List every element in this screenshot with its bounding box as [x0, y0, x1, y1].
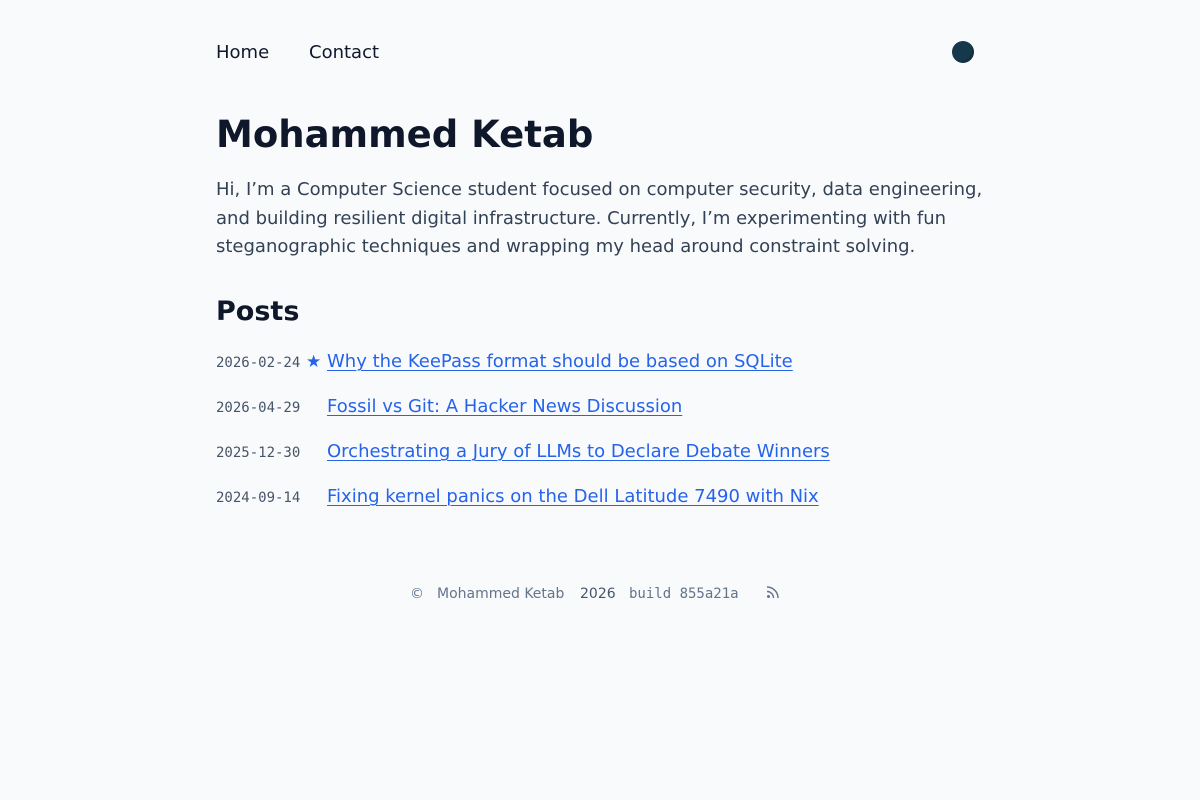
footer-author: Mohammed Ketab: [437, 586, 565, 602]
posts-heading: Posts: [216, 296, 300, 327]
theme-toggle-icon[interactable]: [952, 41, 974, 63]
posts-list: [216, 349, 976, 529]
post-item: [216, 394, 976, 439]
post-date: 2024-09-14: [216, 490, 301, 506]
post-link[interactable]: Fossil vs Git: A Hacker News Discussion: [327, 396, 683, 417]
post-date: 2026-02-24: [216, 355, 301, 371]
post-date: 2026-04-29: [216, 400, 301, 416]
post-link[interactable]: Fixing kernel panics on the Dell Latitude 7490 with Nix: [327, 486, 819, 507]
page-title: Mohammed Ketab: [216, 113, 594, 156]
featured-star-icon: ★: [306, 352, 322, 372]
top-nav: [216, 40, 976, 66]
nav-home-link[interactable]: Home: [216, 42, 270, 63]
build-hash: build 855a21a: [629, 586, 739, 602]
post-item: [216, 439, 976, 484]
post-link[interactable]: Orchestrating a Jury of LLMs to Declare Debate Winners: [327, 441, 830, 462]
footer-year: 2026: [580, 586, 616, 602]
copyright-symbol: ©: [410, 586, 424, 602]
post-link[interactable]: Why the KeePass format should be based on SQLite: [327, 351, 793, 372]
page-footer: [0, 583, 1200, 605]
intro-paragraph: Hi, I’m a Computer Science student focused on computer security, data engineering, and building resilient digital infrastructure. Currently, I’m experimenting with fun steganographic techniques and wrapping my head around constraint solving.: [216, 179, 983, 258]
post-item: [216, 484, 976, 529]
post-item: [216, 349, 976, 394]
post-date: 2025-12-30: [216, 445, 301, 461]
nav-contact-link[interactable]: Contact: [309, 42, 380, 63]
rss-icon[interactable]: [766, 585, 782, 601]
